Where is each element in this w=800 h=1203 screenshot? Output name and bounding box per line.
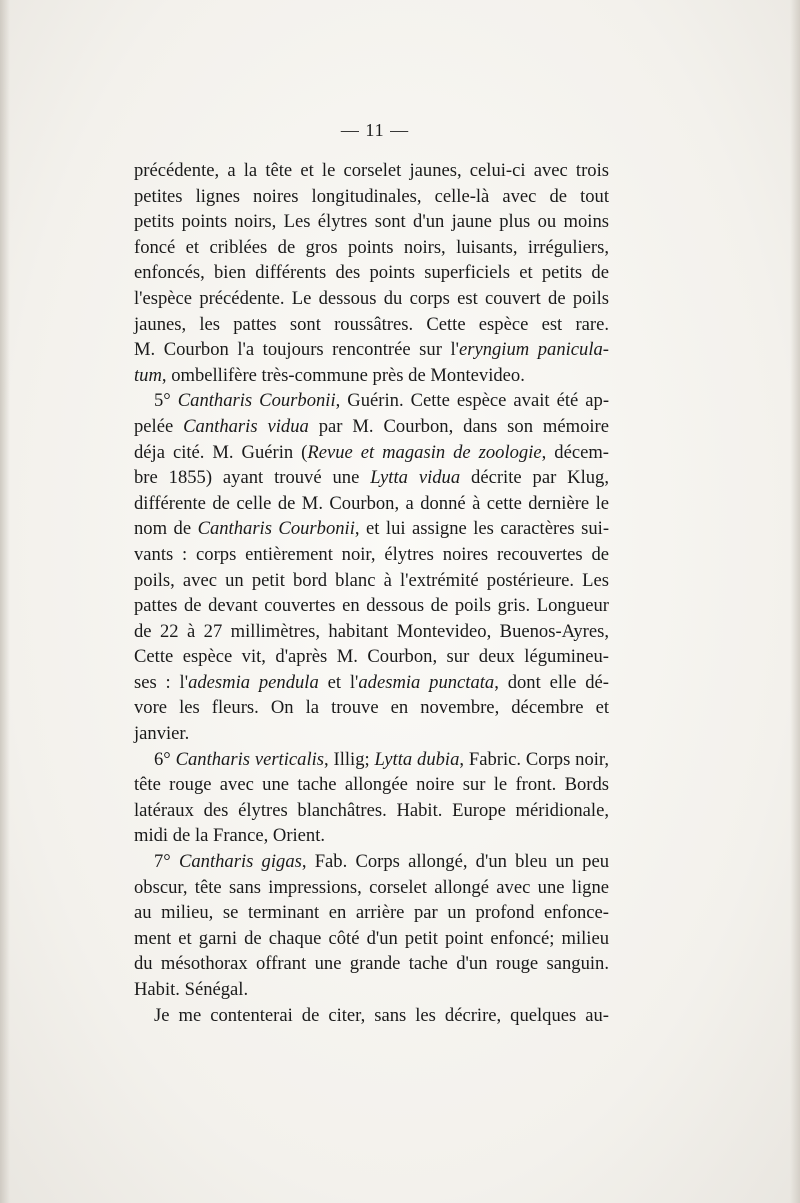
text-line (134, 184, 609, 210)
text-line (134, 644, 609, 670)
text-segment: petits points noirs, Les élytres sont d'un jaune plus ou moins (134, 211, 609, 233)
text-line (134, 951, 609, 977)
text-segment: par M. Courbon, dans son mémoire (308, 415, 609, 437)
text-line (134, 235, 609, 261)
text-line (134, 900, 609, 926)
text-line (134, 465, 609, 491)
italic-term: adesmia punctata (358, 671, 495, 693)
text-line (134, 491, 609, 517)
text-segment: petites lignes noires longitudinales, celle-là avec de tout (134, 185, 609, 207)
text-segment: nom de (134, 518, 198, 540)
text-line (134, 747, 609, 773)
text-segment: Je me contenterai de citer, sans les décrire, quelques au- (154, 1004, 609, 1026)
italic-term: eryngium panicula- (458, 339, 610, 361)
italic-term: Cantharis Courbonii (197, 518, 355, 540)
italic-term: Cantharis vidua (183, 415, 309, 437)
text-line (134, 695, 609, 721)
text-segment: vore les fleurs. On la trouve en novembre, décembre et (134, 697, 609, 719)
text-line (134, 798, 609, 824)
text-segment: vants : corps entièrement noir, élytres noires recouvertes de (134, 543, 609, 565)
text-segment: ment et garni de chaque côté d'un petit point enfoncé; milieu (134, 927, 609, 949)
text-segment: ses : l' (134, 671, 189, 693)
text-line (134, 721, 609, 747)
text-segment: M. Courbon l'a toujours rencontrée sur l' (134, 339, 459, 361)
text-segment: 7° (154, 851, 179, 873)
text-segment: déja cité. M. Guérin ( (134, 441, 308, 463)
text-segment: poils, avec un petit bord blanc à l'extrémité postérieure. Les (134, 569, 609, 591)
text-line (134, 516, 609, 542)
text-line (134, 823, 609, 849)
text-line (134, 926, 609, 952)
text-segment: de 22 à 27 millimètres, habitant Montevideo, Buenos-Ayres, (134, 620, 609, 642)
italic-term: Cantharis gigas (178, 851, 302, 873)
text-segment: différente de celle de M. Courbon, a donné à cette dernière le (134, 492, 609, 514)
text-segment: , Guérin. Cette espèce avait été ap- (335, 390, 610, 412)
text-segment: , décem- (541, 441, 609, 463)
text-segment: , Fabric. Corps noir, (459, 748, 609, 770)
text-segment: foncé et criblées de gros points noirs, luisants, irréguliers, (134, 236, 609, 258)
text-line (134, 593, 609, 619)
italic-term: Revue et magasin de zoologie (307, 441, 542, 463)
text-segment: au milieu, se terminant en arrière par un profond enfonce- (134, 902, 609, 924)
text-segment: latéraux des élytres blanchâtres. Habit. Europe méridionale, (134, 799, 609, 821)
italic-term: Lytta dubia (374, 748, 460, 770)
italic-term: Cantharis verticalis (175, 748, 325, 770)
text-segment: enfoncés, bien différents des points superficiels et petits de (134, 262, 609, 284)
page-edge-left (0, 0, 10, 1203)
text-segment: obscur, tête sans impressions, corselet allongé avec une ligne (134, 876, 609, 898)
text-segment: , dont elle dé- (494, 671, 609, 693)
italic-term: tum (134, 364, 162, 386)
text-line (134, 209, 609, 235)
text-segment: Habit. Sénégal. (134, 979, 249, 1000)
text-segment: , et lui assigne les caractères sui- (354, 518, 610, 540)
text-segment: , Illig; (324, 748, 375, 770)
text-line (134, 158, 609, 184)
text-segment: 6° (154, 748, 176, 770)
text-segment: 5° (154, 390, 178, 412)
text-line (134, 670, 609, 696)
text-segment: et l' (318, 671, 359, 693)
text-line (134, 1003, 609, 1029)
text-segment: bre 1855) ayant trouvé une (134, 467, 371, 489)
text-line (134, 849, 609, 875)
text-line (134, 363, 609, 389)
text-segment: midi de la France, Orient. (134, 825, 326, 847)
text-line (134, 875, 609, 901)
page-number: — 11 — (340, 120, 410, 140)
text-line (134, 440, 609, 466)
text-segment: jaunes, les pattes sont roussâtres. Cette espèce est rare. (134, 313, 609, 335)
text-line (134, 568, 609, 594)
italic-term: adesmia pendula (188, 671, 319, 693)
text-line (134, 772, 609, 798)
text-line (134, 619, 609, 645)
body-text (134, 158, 609, 1028)
text-segment: décrite par Klug, (460, 467, 609, 489)
text-line (134, 337, 609, 363)
text-segment: l'espèce précédente. Le dessous du corps est couvert de poils (134, 287, 609, 309)
italic-term: Cantharis Courbonii (177, 390, 336, 412)
text-line (134, 312, 609, 338)
text-segment: Cette espèce vit, d'après M. Courbon, sur deux légumineu- (134, 646, 609, 668)
italic-term: Lytta vidua (370, 467, 461, 489)
text-line (134, 286, 609, 312)
text-segment: tête rouge avec une tache allongée noire sur le front. Bords (134, 774, 609, 796)
page-edge-right (790, 0, 800, 1203)
text-segment: , ombellifère très-commune près de Montevideo. (161, 364, 525, 386)
text-segment: pelée (134, 415, 184, 437)
text-segment: du mésothorax offrant une grande tache d'un rouge sanguin. (134, 953, 609, 975)
text-segment: précédente, a la tête et le corselet jaunes, celui-ci avec trois (134, 160, 609, 181)
text-segment: , Fab. Corps allongé, d'un bleu un peu (301, 851, 609, 873)
text-line (134, 260, 609, 286)
text-line (134, 977, 609, 1003)
text-segment: pattes de devant couvertes en dessous de poils gris. Longueur (134, 595, 609, 617)
text-line (134, 388, 609, 414)
text-line (134, 542, 609, 568)
text-segment: janvier. (134, 723, 190, 745)
text-line (134, 414, 609, 440)
